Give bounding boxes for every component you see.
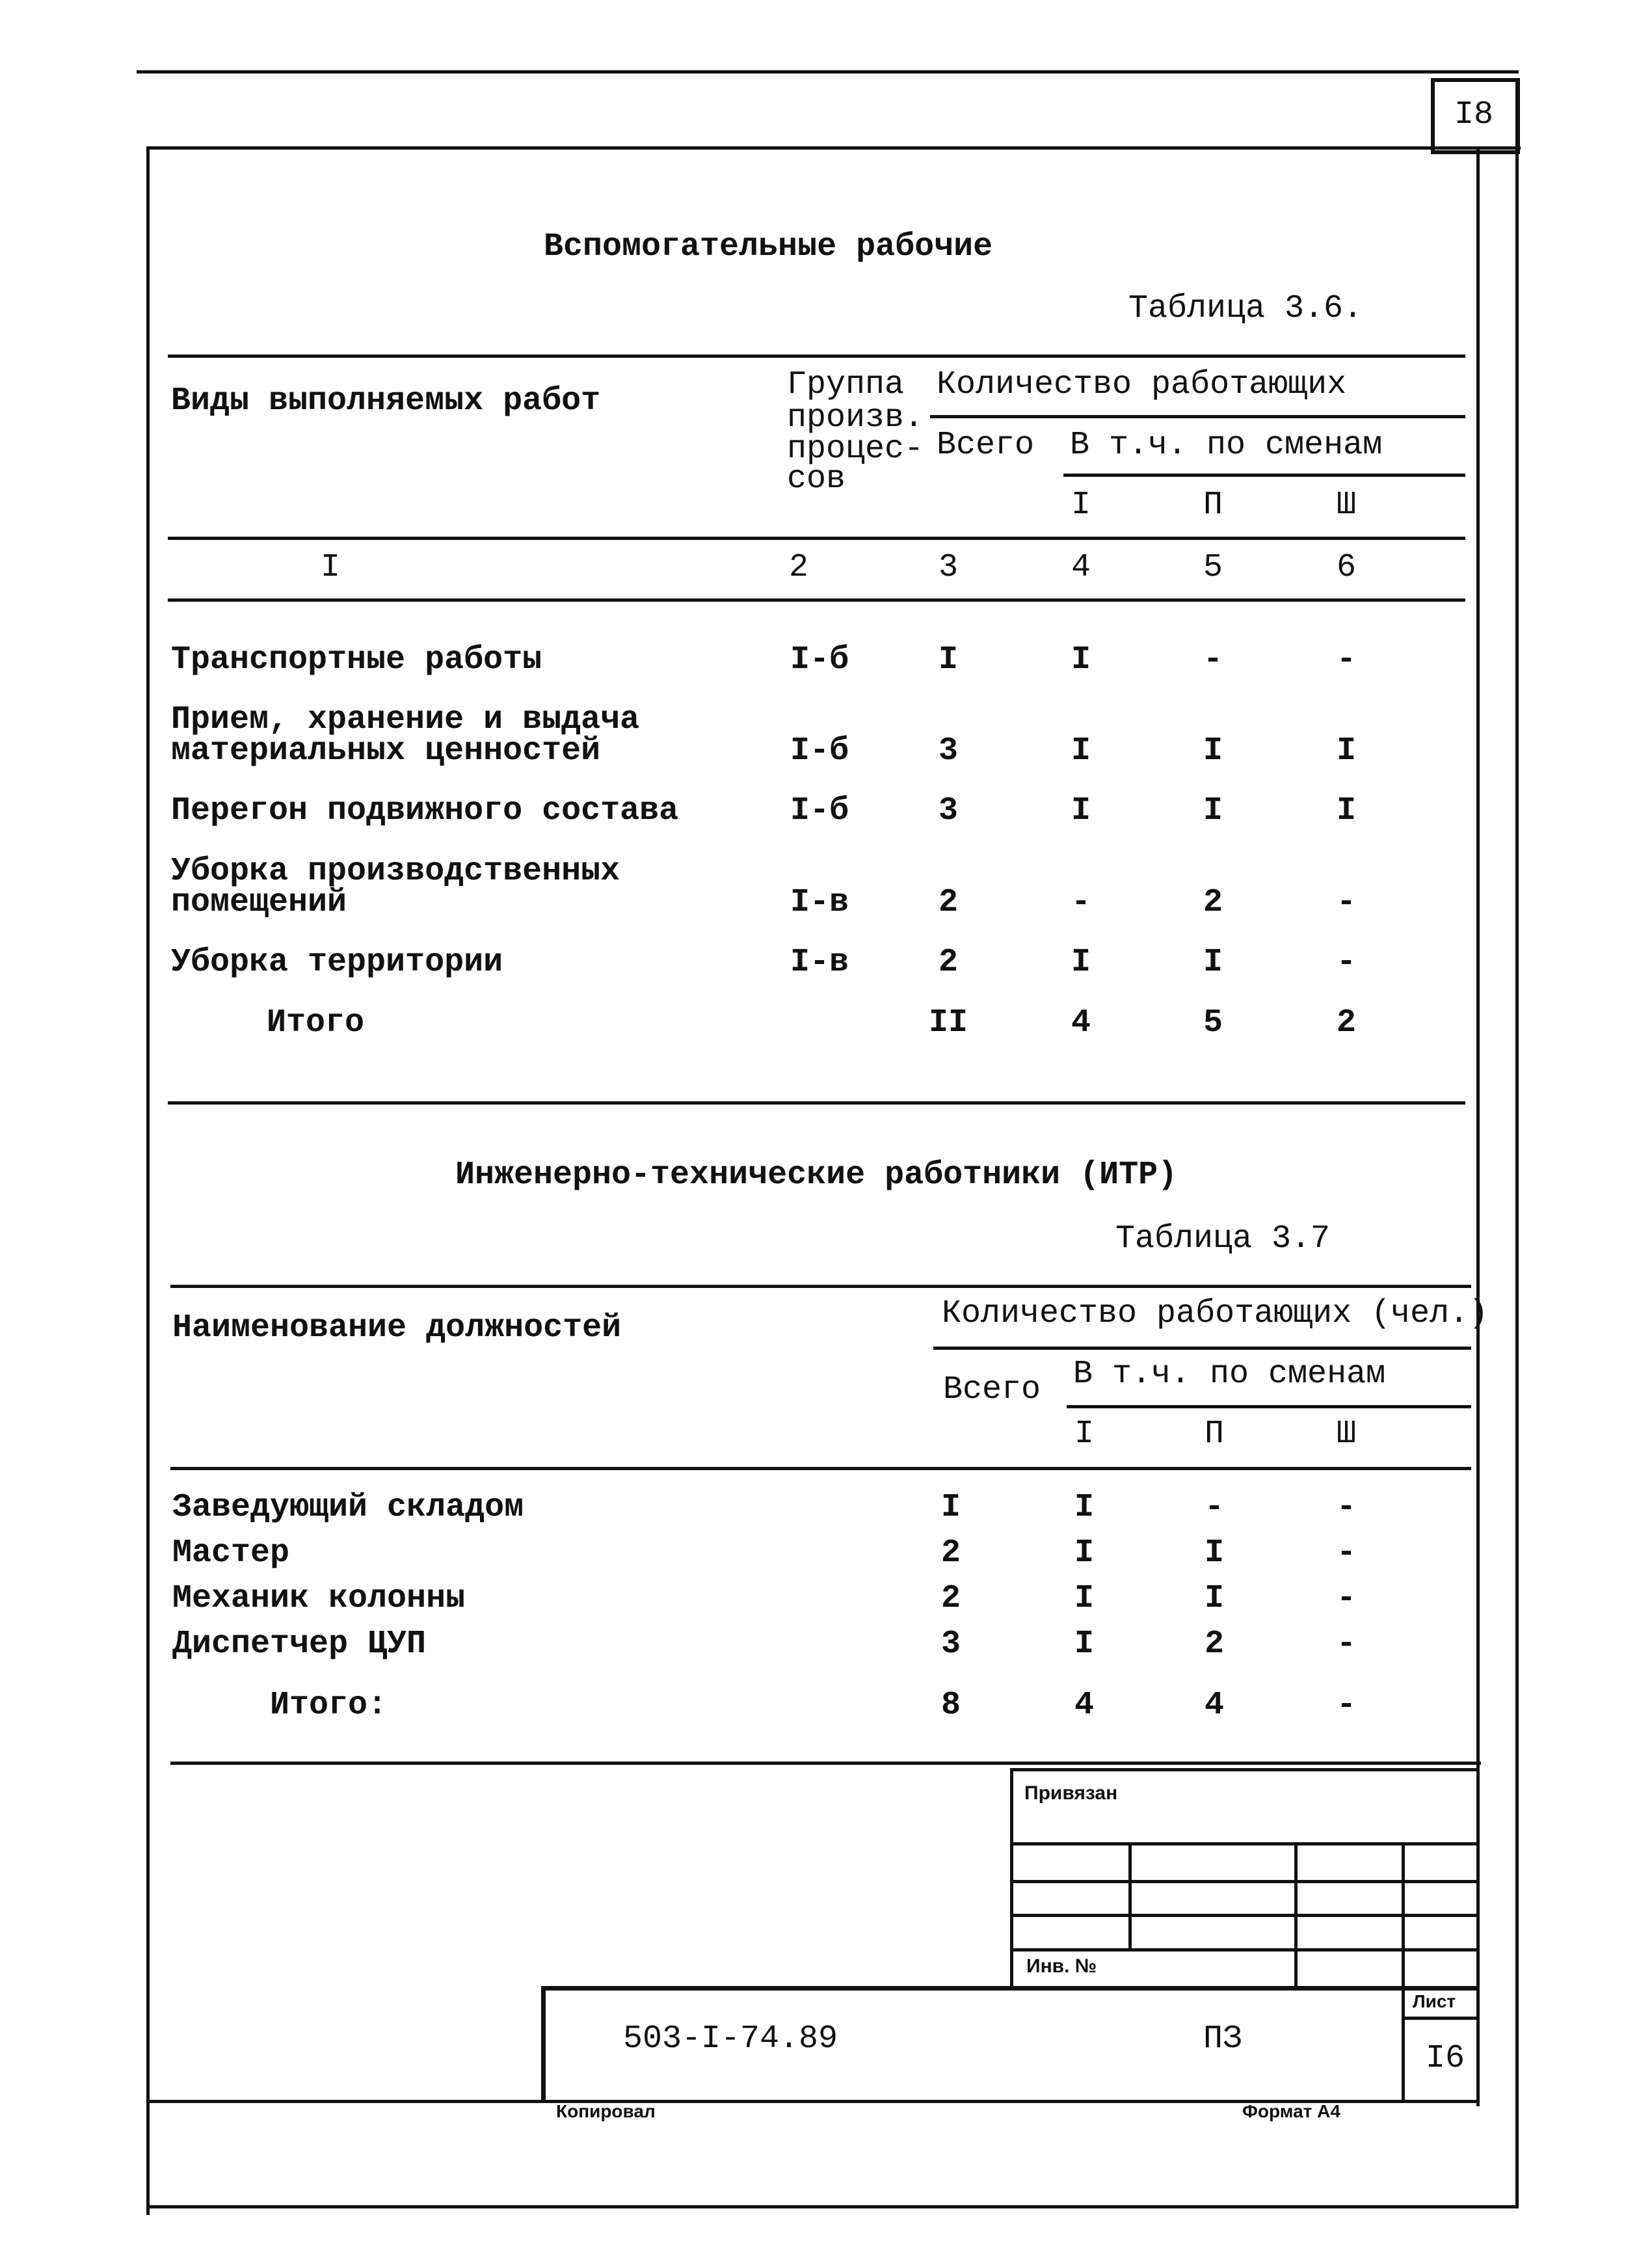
table-row-shift3: - [1336, 1489, 1357, 1526]
table-row-shift2: I [1204, 1580, 1225, 1617]
table-row-name: Транспортные работы [171, 641, 542, 678]
stamp-privyazan: Привязан [1024, 1782, 1118, 1804]
table37-col-total: Всего [943, 1371, 1041, 1408]
table-row-name: Диспетчер ЦУП [172, 1626, 427, 1663]
table-row-total: 2 [940, 1580, 961, 1617]
stamp-inv-no: Инв. № [1026, 1955, 1097, 1977]
table36-col-group-2: произв. [787, 399, 924, 436]
table-row-shift1: I [1071, 792, 1091, 829]
table-row-total: I [938, 641, 959, 678]
table37-bottom-rule [170, 1762, 1481, 1765]
table36-shift-1: I [1071, 487, 1091, 524]
table36-col-count: Количество работающих [937, 366, 1347, 403]
table-row-shift3: - [1336, 1580, 1357, 1617]
table-row-shift2: - [1203, 641, 1223, 678]
table36-total-label: Итого [267, 1004, 365, 1041]
table-row-name: Уборка производственных [171, 853, 620, 890]
table-row-group: I-в [790, 884, 849, 921]
table-row-shift1: I [1074, 1535, 1095, 1572]
table37-count-rule [933, 1347, 1471, 1350]
table37-shift-2: П [1204, 1415, 1225, 1453]
table-row-shift3: - [1336, 944, 1357, 981]
table36-colnum-3: 3 [938, 549, 959, 586]
stamp-divider-2 [1294, 1842, 1298, 1989]
doc-code: 503-I-74.89 [623, 2020, 838, 2058]
doc-section: ПЗ [1203, 2020, 1243, 2058]
table36-header-rule [168, 537, 1465, 540]
table-row-total: 2 [940, 1535, 961, 1572]
table37-total-label: Итого: [270, 1687, 388, 1724]
table-row-name: Заведующий складом [172, 1489, 524, 1526]
table37-top-rule [170, 1285, 1471, 1288]
table37-heading: Инженерно-технические работники (ИТР) [455, 1157, 1178, 1194]
table36-col-group-3: процес- [787, 431, 924, 468]
table37-shift-rule [1067, 1405, 1471, 1408]
stamp-rule-3 [1010, 1914, 1480, 1917]
table36-colnum-1: I [320, 549, 341, 586]
table37-caption: Таблица 3.7 [1115, 1220, 1331, 1257]
table-row-group: I-в [790, 944, 849, 981]
outer-right [1515, 78, 1519, 2208]
table36-total-shift3: 2 [1336, 1004, 1357, 1041]
table36-heading: Вспомогательные рабочие [544, 228, 993, 265]
sheet-number: I6 [1426, 2040, 1465, 2077]
footer-format: Формат А4 [1242, 2101, 1340, 2121]
frame-right [1476, 146, 1480, 2106]
table-row-total: 3 [938, 792, 959, 829]
table-row-shift3: I [1336, 792, 1357, 829]
table36-colnum-2: 2 [788, 549, 809, 586]
table-row-shift2: 2 [1204, 1626, 1225, 1663]
table-row-shift3: I [1336, 732, 1357, 770]
table36-colnum-4: 4 [1071, 549, 1091, 586]
stamp-left [1010, 1768, 1013, 1989]
table-row-shift1: I [1071, 732, 1091, 770]
table-row-shift3: - [1336, 1535, 1357, 1572]
table-row-group: I-б [790, 792, 849, 829]
table36-shift-rule [1063, 474, 1465, 477]
stamp-rule-1 [1010, 1842, 1480, 1845]
table-row-shift2: I [1203, 792, 1223, 829]
frame-left [146, 146, 150, 2215]
table-row-shift3: - [1336, 641, 1357, 678]
table36-colnum-6: 6 [1336, 549, 1357, 586]
table-row-total: 2 [938, 944, 959, 981]
table37-header-rule [170, 1467, 1471, 1470]
table-row-shift1: - [1071, 884, 1091, 921]
table-row-total: 3 [938, 732, 959, 770]
table36-top-rule [168, 355, 1465, 358]
sheet-label-rule [1402, 2017, 1480, 2020]
table36-count-rule [930, 415, 1465, 418]
table-row-name: Механик колонны [172, 1580, 466, 1617]
frame-top [146, 146, 1521, 150]
table37-col-name: Наименование должностей [172, 1309, 622, 1347]
table-row-name: Прием, хранение и выдача [171, 701, 640, 738]
table37-col-shifts: В т.ч. по сменам [1073, 1356, 1386, 1393]
top-rule [137, 70, 1519, 74]
table37-total-shift1: 4 [1074, 1687, 1095, 1724]
table36-col-group-1: Группа [787, 366, 905, 403]
table-row-name-cont: помещений [171, 884, 347, 921]
table-row-shift1: I [1074, 1626, 1095, 1663]
table-row-total: 2 [938, 884, 959, 921]
table-row-name-cont: материальных ценностей [171, 732, 601, 770]
table-row-shift1: I [1074, 1489, 1095, 1526]
table-row-name: Мастер [172, 1535, 290, 1572]
table-row-name: Перегон подвижного состава [171, 792, 679, 829]
table37-col-count: Количество работающих (чел.) [942, 1295, 1489, 1332]
table37-total-value: 8 [940, 1687, 961, 1724]
table36-col-group-4: сов [787, 461, 846, 498]
table-row-shift2: 2 [1203, 884, 1223, 921]
table-row-shift2: I [1204, 1535, 1225, 1572]
table-row-group: I-б [790, 732, 849, 770]
table36-bottom-rule [168, 1101, 1465, 1105]
table-row-shift1: I [1074, 1580, 1095, 1617]
table-row-shift2: I [1203, 732, 1223, 770]
table37-shift-1: I [1074, 1415, 1095, 1453]
table-row-shift2: - [1204, 1489, 1225, 1526]
table-row-total: 3 [940, 1626, 961, 1663]
table-row-total: I [940, 1489, 961, 1526]
table36-col-shifts: В т.ч. по сменам [1070, 427, 1383, 464]
table-row-shift1: I [1071, 641, 1091, 678]
page-number: I8 [1454, 96, 1494, 133]
table-row-name: Уборка территории [171, 944, 503, 981]
table-row-shift2: I [1203, 944, 1223, 981]
table37-total-shift3: - [1336, 1687, 1357, 1724]
stamp-divider-3 [1402, 1842, 1405, 2100]
table36-total-shift1: 4 [1071, 1004, 1091, 1041]
table37-shift-3: Ш [1336, 1415, 1357, 1453]
table37-total-shift2: 4 [1204, 1687, 1225, 1724]
stamp-top [1010, 1768, 1480, 1771]
sheet-label: Лист [1413, 1991, 1456, 2011]
table-row-group: I-б [790, 641, 849, 678]
stamp-divider-1 [1128, 1842, 1132, 1948]
footer-copied: Копировал [556, 2101, 656, 2121]
table36-numbers-rule [168, 598, 1465, 602]
table-row-shift3: - [1336, 1626, 1357, 1663]
titleblock-top [541, 1986, 1480, 1991]
stamp-rule-4 [1010, 1948, 1480, 1952]
outer-bottom [146, 2205, 1519, 2208]
table-row-shift3: - [1336, 884, 1357, 921]
table36-colnum-5: 5 [1203, 549, 1223, 586]
table36-shift-2: П [1203, 487, 1223, 524]
table36-shift-3: Ш [1336, 487, 1357, 524]
table36-col-work: Виды выполняемых работ [171, 382, 601, 420]
table36-caption: Таблица 3.6. [1128, 290, 1363, 327]
table-row-shift1: I [1071, 944, 1091, 981]
titleblock-left [541, 1986, 546, 2103]
table36-col-total: Всего [937, 427, 1035, 464]
table36-total-value: II [928, 1004, 968, 1041]
table36-total-shift2: 5 [1203, 1004, 1223, 1041]
stamp-rule-2 [1010, 1880, 1480, 1883]
